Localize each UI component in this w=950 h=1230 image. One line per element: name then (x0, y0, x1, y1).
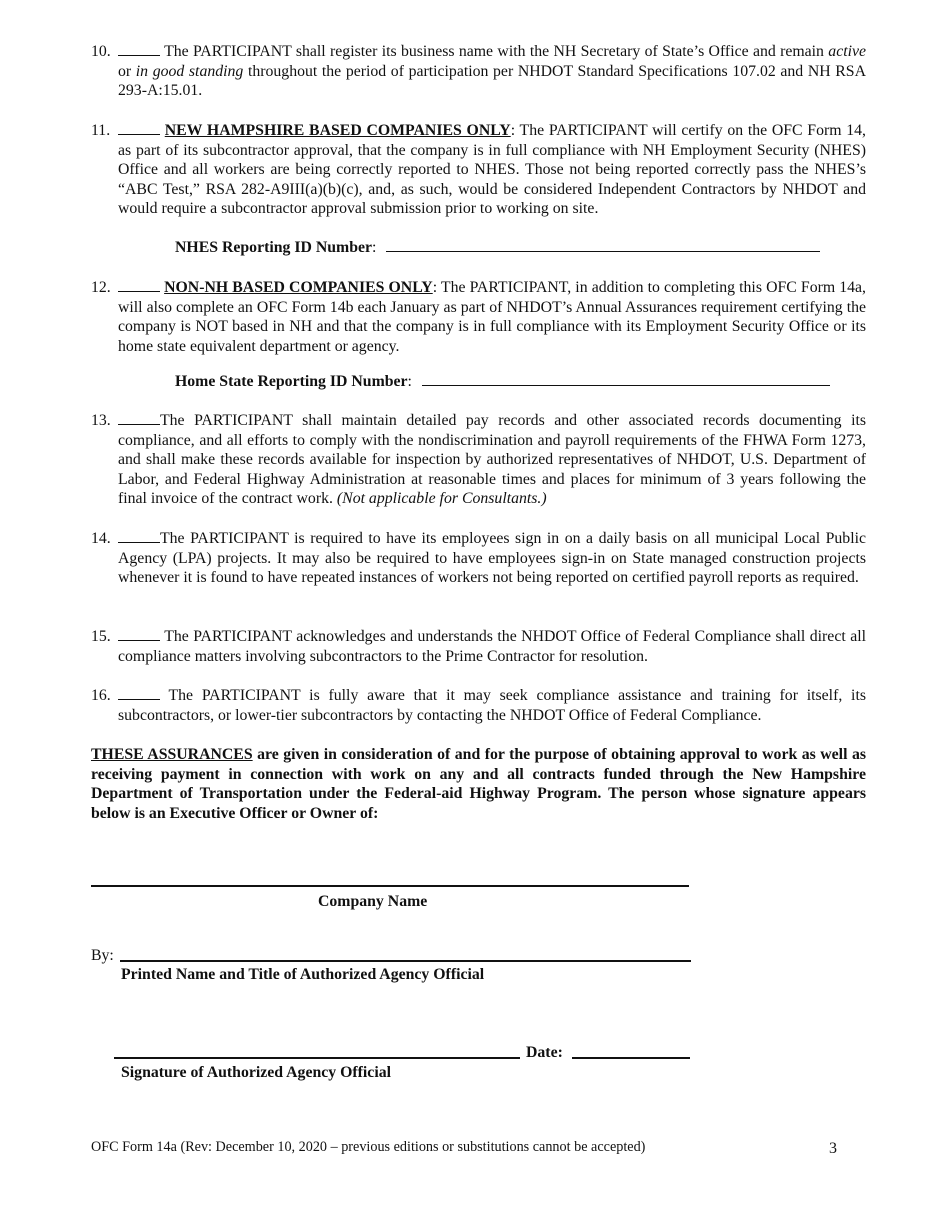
clause-emphasis: active (828, 43, 867, 60)
clause-number: 12. (91, 279, 111, 296)
initials-blank[interactable] (118, 627, 160, 641)
clause-text: : The PARTICIPANT will certify on the OFC Form 14, as part of its subcontractor approval, that the company is in full compliance with NH Employment Security (NHES) Office and all workers are being correctly reported to NHES. Those not being reported correctly pass the NHES’s “ABC Test,” RSA 282-A9III(a)(b)(c), and, as such, would be considered Independent Contractors by NHDOT and would require a subcontractor approval submission prior to working on site. (118, 122, 867, 217)
printed-name-field[interactable] (120, 960, 691, 962)
clause-number: 10. (91, 43, 111, 60)
label-colon: : (372, 239, 377, 256)
clause-text: The PARTICIPANT acknowledges and understands the NHDOT Office of Federal Compliance shall direct all compliance matters involving subcontractors to the Prime Contractor for resolution. (118, 628, 866, 665)
signature-label: Signature of Authorized Agency Official (121, 1064, 391, 1081)
nhes-id-row (175, 238, 820, 258)
initials-blank[interactable] (118, 686, 160, 700)
clause-text: : The PARTICIPANT, in addition to completing this OFC Form 14a, will also complete an OFC Form 14b each January as part of NHDOT’s Annual Assurances requirement certifying the company is NOT based in NH and that the company is in full compliance with its Employment Security Office or its home state equivalent department or agency. (118, 279, 866, 355)
form-footer: OFC Form 14a (Rev: December 10, 2020 – previous editions or substitutions cannot be accepted) (91, 1139, 646, 1155)
page-number: 3 (829, 1140, 837, 1157)
home-state-id-row (175, 372, 830, 392)
clause-text: The PARTICIPANT shall maintain detailed pay records and other associated records documenting its compliance, and all efforts to comply with the nondiscrimination and payroll requirements of the FHWA Form 1273, and shall make these records available for inspection by authorized representatives of NHDOT, U.S. Department of Labor, and Federal Highway Administration at reasonable times and places for minimum of 3 years following the final invoice of the contract work. (118, 412, 866, 507)
clause-number: 14. (91, 530, 111, 547)
initials-blank[interactable] (118, 42, 160, 56)
label-colon: : (407, 373, 412, 390)
assurance-paragraph (91, 745, 866, 823)
nhes-id-label: NHES Reporting ID Number (175, 239, 373, 256)
clause-text: The PARTICIPANT shall register its business name with the NH Secretary of State’s Office and remain (164, 43, 829, 60)
initials-blank[interactable] (118, 278, 160, 292)
initials-blank[interactable] (118, 411, 160, 425)
clause-heading: NEW HAMPSHIRE BASED COMPANIES ONLY (164, 122, 511, 139)
printed-name-label: Printed Name and Title of Authorized Agency Official (121, 966, 485, 983)
clause-text: throughout the period of participation per NHDOT Standard Specifications 107.02 and NH RSA 293-A:15.01. (118, 62, 866, 99)
nhes-id-field[interactable] (386, 238, 820, 252)
clause-text: The PARTICIPANT is fully aware that it may seek compliance assistance and training for itself, its subcontractors, or lower-tier subcontractors by contacting the NHDOT Office of Federal Compliance. (118, 687, 866, 724)
by-label: By: (91, 947, 114, 964)
clause-emphasis: in good standing (135, 62, 244, 80)
clause-13 (91, 411, 866, 509)
home-state-id-label: Home State Reporting ID Number (175, 373, 408, 390)
clause-number: 11. (91, 122, 111, 139)
clause-text: The PARTICIPANT is required to have its employees sign in on a daily basis on all municipal Local Public Agency (LPA) projects. It may also be required to have employees sign-in on State managed construction projects whenever it is found to have repeated instances of workers not being reported on certified payroll reports as required. (118, 530, 866, 586)
initials-blank[interactable] (118, 529, 160, 543)
clause-14 (91, 529, 866, 588)
assurance-lead: THESE ASSURANCES (91, 746, 253, 763)
clause-number: 13. (91, 412, 111, 429)
clause-16 (91, 686, 866, 725)
clause-number: 15. (91, 628, 111, 645)
date-label: Date: (526, 1044, 563, 1061)
assurance-text: are given in consideration of and for the purpose of obtaining approval to work as well as receiving payment in connection with work on any and all contracts funded through the New Hampshire Department of Transportation under the Federal-aid Highway Program. The person whose signature appears below is an Executive Officer or Owner of: (91, 746, 866, 822)
clause-emphasis: (Not applicable for Consultants.) (336, 490, 547, 507)
date-field[interactable] (572, 1057, 690, 1059)
company-name-field[interactable] (91, 885, 689, 887)
clause-11 (91, 121, 866, 219)
signature-field[interactable] (114, 1057, 520, 1059)
company-name-label: Company Name (318, 893, 428, 910)
clause-15 (91, 627, 866, 666)
initials-blank[interactable] (118, 121, 160, 135)
clause-heading: NON-NH BASED COMPANIES ONLY (164, 279, 433, 296)
clause-number: 16. (91, 687, 111, 704)
clause-text: or (118, 62, 136, 80)
home-state-id-field[interactable] (422, 372, 830, 386)
clause-10 (91, 42, 866, 101)
clause-12 (91, 278, 866, 356)
